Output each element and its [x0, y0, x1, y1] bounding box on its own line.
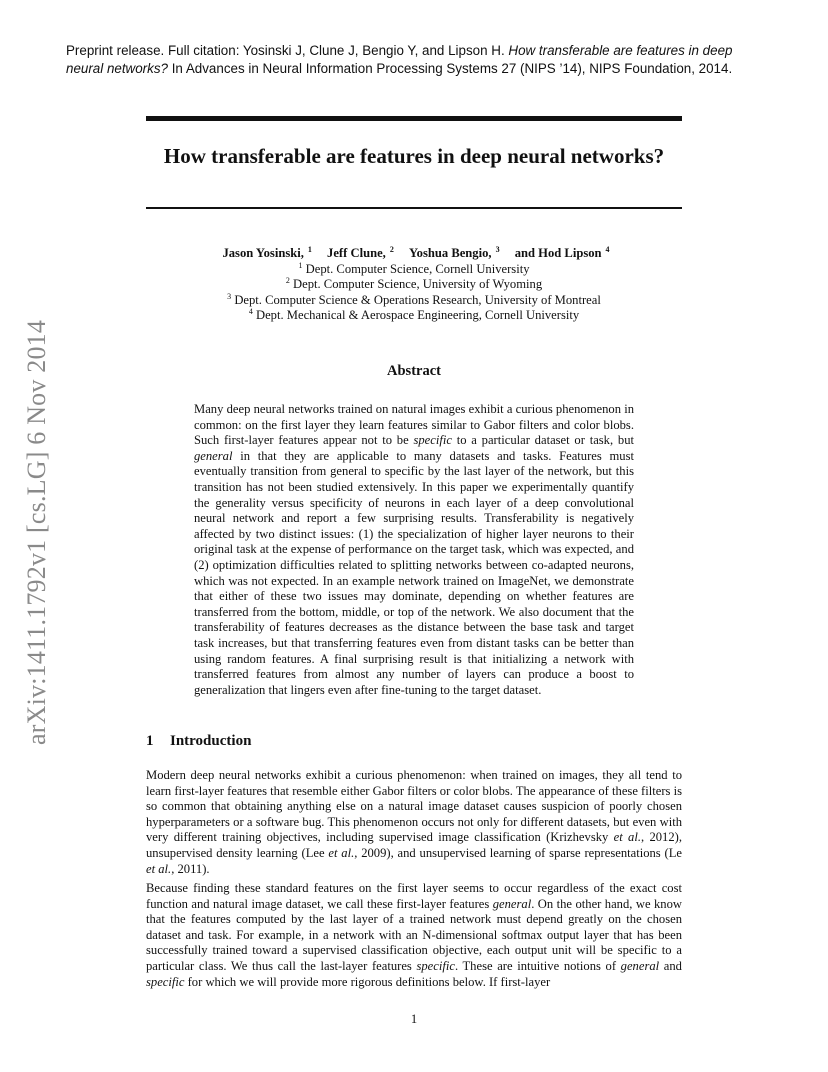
preprint-text-b: In Advances in Neural Information Processing Systems 27 (NIPS ’14), NIPS Foundation, 2014.: [167, 61, 733, 76]
paper-title: How transferable are features in deep neural networks?: [163, 144, 665, 168]
affiliation: $^3$ Dept. Computer Science & Operations Research, University of Montreal: [227, 291, 601, 307]
affiliation: $^2$ Dept. Computer Science, University of Wyoming: [285, 275, 543, 291]
arxiv-identifier: arXiv:1411.1792v1 [cs.LG] 6 Nov 2014: [22, 319, 51, 745]
title-top-rule: [146, 116, 682, 121]
preprint-text-a: Preprint release. Full citation: Yosinski J, Clune J, Bengio Y, and Lipson H.: [66, 43, 509, 58]
author: Jason Yosinski, $^1$: [222, 244, 312, 260]
preprint-citation: [66, 42, 766, 78]
author-block: [146, 246, 682, 324]
section-heading: [146, 733, 251, 750]
author: Yoshua Bengio, $^3$: [408, 244, 500, 260]
page-number: 1: [410, 1012, 418, 1026]
intro-paragraph: Modern deep neural networks exhibit a curious phenomenon: when trained on images, they all tend to learn first-layer features that resemble either Gabor filters or color blobs. The appearance of these filters is so common that obtaining anything else on a natural image dataset causes suspicion of poorly chosen hyperparameters or a software bug. This phenomenon occurs not only for different datasets, but even with very different training objectives, including supervised image classification (Krizhevsky et al., 2012), unsupervised density learning (Lee et al., 2009), and unsupervised learning of sparse representations (Le et al., 2011).: [146, 768, 682, 876]
title-bottom-rule: [146, 207, 682, 209]
intro-paragraph: Because finding these standard features on the first layer seems to occur regardless of the exact cost function and natural image dataset, we call these first-layer features general. On the other hand, we know that the features computed by the last layer of a trained network must depend greatly on the chosen dataset and task. For example, in a network with an N-dimensional softmax output layer that has been successfully trained toward a supervised classification objective, each output unit will be specific to a particular class. We thus call the last-layer features specific. These are intuitive notions of general and specific for which we will provide more rigorous definitions below. If first-layer: [146, 881, 682, 989]
section-number: 1: [146, 733, 154, 749]
abstract-text: Many deep neural networks trained on natural images exhibit a curious phenomenon in common: on the first layer they learn features similar to Gabor filters and color blobs. Such first-layer features appear not to be specific to a particular dataset or task, but general in that they are applicable to many datasets and tasks. Features must eventually transition from general to specific by the last layer of the network, but this transition has not been studied extensively. In this paper we experimentally quantify the generality versus specificity of neurons in each layer of a deep convolutional neural network and report a few surprising results. Transferability is negatively affected by two distinct issues: (1) the specialization of higher layer neurons to their original task at the expense of performance on the target task, which was expected, and (2) optimization difficulties related to splitting networks between co-adapted neurons, which was not expected. In an example network trained on ImageNet, we demonstrate that either of these two issues may dominate, depending on whether features are transferred from the bottom, middle, or top of the network. We also document that the transferability of features decreases as the distance between the base task and target task increases, but that transferring features even from distant tasks can be better than using random features. A final surprising result is that initializing a network with transferred features from almost any number of layers can produce a boost to generalization that lingers even after fine-tuning to the target dataset.: [194, 402, 634, 697]
affiliation: $^4$ Dept. Mechanical & Aerospace Engineering, Cornell University: [248, 306, 580, 322]
author: Jeff Clune, $^2$: [327, 244, 394, 260]
preprint-title-italic: How transferable are features in deep neural networks?: [66, 43, 733, 76]
author-names: [146, 246, 682, 262]
abstract-heading: Abstract: [387, 363, 441, 379]
author: and Hod Lipson $^4$: [514, 244, 610, 260]
affiliation: $^1$ Dept. Computer Science, Cornell University: [298, 260, 530, 276]
section-title: Introduction: [170, 733, 252, 749]
